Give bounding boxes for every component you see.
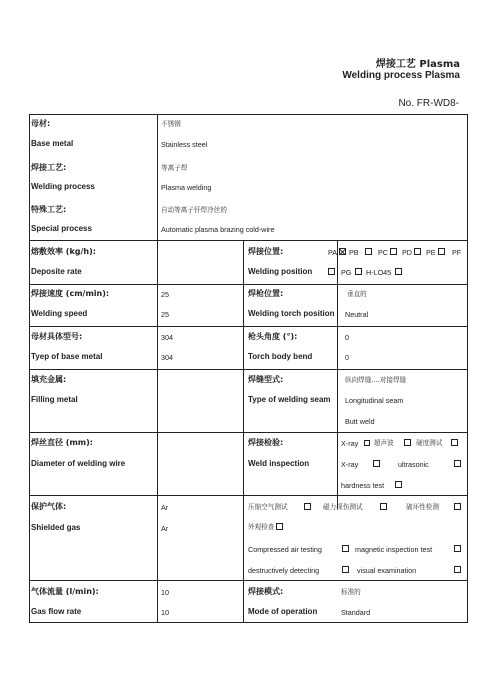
base-metal-value-cn: 不锈钢	[161, 120, 181, 128]
torch-angle-value-2: 0	[345, 353, 349, 362]
wire-diameter-label-en: Diameter of welding wire	[31, 459, 126, 468]
position-option-pc: PC	[378, 248, 388, 257]
gas-flow-label-cn: 气体流量 (l/min):	[31, 587, 99, 596]
inspection-xray-checkbox-top[interactable]	[364, 440, 370, 446]
torch-position-label-cn: 焊枪位置:	[248, 289, 284, 298]
magnetic-test-checkbox[interactable]	[454, 545, 461, 552]
torch-angle-value-1: 0	[345, 333, 349, 342]
inspection-hardness-checkbox-top[interactable]	[451, 439, 458, 446]
inspection-ultrasonic-en: ultrasonic	[398, 460, 429, 469]
position-option-pa: PA	[328, 248, 338, 257]
inspection-ultrasonic-checkbox-top[interactable]	[404, 439, 411, 446]
seam-type-value-en-2: Butt weld	[345, 417, 375, 426]
position-option-h-lo45: H-LO45	[366, 268, 392, 277]
position-pb-checkbox[interactable]	[365, 248, 372, 255]
position-option-pe: PE	[426, 248, 436, 257]
position-pd-checkbox[interactable]	[414, 248, 421, 255]
magnetic-test-cn: 磁力探伤测试	[323, 503, 363, 511]
seam-type-label-en: Type of welding seam	[248, 395, 331, 404]
position-option-pf: PF	[452, 248, 462, 257]
inspection-hardness-en: hardness test	[341, 481, 385, 490]
compressed-air-test-checkbox-cn[interactable]	[304, 503, 311, 510]
seam-type-label-cn: 焊缝型式:	[248, 375, 284, 384]
position-pg-checkbox[interactable]	[328, 268, 335, 275]
base-metal-type-label-en: Tyep of base metal	[31, 352, 103, 361]
welding-process-label-en: Welding process	[31, 182, 95, 191]
inspection-hardness-cn: 硬度测试	[416, 439, 443, 447]
visual-inspection-en: visual examination	[357, 566, 417, 575]
welding-speed-value-1: 25	[161, 290, 169, 299]
magnetic-test-checkbox-cn[interactable]	[380, 503, 387, 510]
base-metal-label-cn: 母材:	[31, 119, 51, 128]
visual-inspection-checkbox[interactable]	[454, 566, 461, 573]
visual-inspection-checkbox-cn[interactable]	[276, 523, 283, 530]
base-metal-label-en: Base metal	[31, 139, 74, 148]
shielded-gas-label-en: Shielded gas	[31, 523, 81, 532]
inspection-ultrasonic-checkbox[interactable]	[454, 460, 461, 467]
weld-inspection-label-en: Weld inspection	[248, 459, 310, 468]
seam-type-value-en-1: Longitudinal seam	[345, 396, 404, 405]
position-pa-checkbox[interactable]	[339, 248, 346, 255]
title-chinese: 焊接工艺 Plasma	[375, 59, 460, 70]
welding-speed-label-cn: 焊接速度 (cm/min):	[31, 289, 110, 298]
welding-process-value-en: Plasma welding	[161, 183, 212, 192]
torch-angle-label-en: Torch body bend	[248, 352, 313, 361]
torch-position-value-cn: 垂直的	[347, 290, 367, 298]
deposite-rate-label-cn: 熔敷效率 (kg/h):	[31, 247, 96, 256]
inspection-ultrasonic-cn: 超声波	[374, 439, 394, 447]
operation-mode-value-cn: 标准的	[341, 588, 361, 596]
operation-mode-value-en: Standard	[341, 608, 371, 617]
welding-process-label-cn: 焊接工艺:	[31, 163, 67, 172]
torch-position-value-en: Neutral	[345, 310, 369, 319]
welding-position-label-cn: 焊接位置:	[248, 247, 284, 256]
position-h-lo45-checkbox[interactable]	[355, 268, 362, 275]
inspection-hardness-checkbox[interactable]	[395, 481, 402, 488]
position-option-pb: PB	[349, 248, 359, 257]
welding-process-value-cn: 等离子焊	[161, 164, 188, 172]
welding-speed-value-2: 25	[161, 310, 169, 319]
deposite-rate-label-en: Deposite rate	[31, 267, 82, 276]
operation-mode-label-en: Mode of operation	[248, 607, 318, 616]
position-option-pd: PD	[402, 248, 412, 257]
gas-flow-value-1: 10	[161, 588, 169, 597]
magnetic-test-en: magnetic inspection test	[355, 545, 433, 554]
destructive-test-en: destructively detecting	[248, 566, 320, 575]
position-pe-checkbox[interactable]	[438, 248, 445, 255]
base-metal-type-label-cn: 母材具体型号:	[31, 332, 83, 341]
shielded-gas-value-1: Ar	[161, 503, 169, 512]
position-pc-checkbox[interactable]	[390, 248, 397, 255]
special-process-value-cn: 自动等离子钎焊冷丝的	[161, 206, 227, 214]
destructive-test-checkbox-cn[interactable]	[454, 503, 461, 510]
destructive-test-checkbox[interactable]	[342, 566, 349, 573]
compressed-air-test-en: Compressed air testing	[248, 545, 322, 554]
inspection-xray-checkbox[interactable]	[373, 460, 380, 467]
special-process-label-en: Special process	[31, 224, 92, 233]
special-process-label-cn: 特殊工艺:	[31, 205, 67, 214]
base-metal-type-value-1: 304	[161, 333, 173, 342]
weld-inspection-label-cn: 焊接检验:	[248, 438, 284, 447]
shielded-gas-label-cn: 保护气体:	[31, 502, 67, 511]
gas-flow-label-en: Gas flow rate	[31, 607, 82, 616]
filling-metal-label-cn: 填充金属:	[31, 375, 67, 384]
document-number: No. FR-WD8-	[398, 98, 459, 109]
welding-position-label-en: Welding position	[248, 267, 313, 276]
gas-flow-value-2: 10	[161, 608, 169, 617]
seam-type-value-cn: 纵向焊缝....对接焊缝	[345, 376, 407, 384]
visual-inspection-cn: 外观检查	[248, 523, 275, 531]
filling-metal-label-en: Filling metal	[31, 395, 78, 404]
title-english: Welding process Plasma	[342, 70, 460, 81]
compressed-air-test-checkbox[interactable]	[342, 545, 349, 552]
inspection-xray-en: X-ray	[341, 460, 359, 469]
base-metal-type-value-2: 304	[161, 353, 173, 362]
wire-diameter-label-cn: 焊丝直径 (mm):	[31, 438, 93, 447]
welding-speed-label-en: Welding speed	[31, 309, 88, 318]
inspection-xray-cn: X-ray	[341, 439, 359, 448]
torch-angle-label-cn: 枪头角度 (°):	[248, 332, 298, 341]
shielded-gas-value-2: Ar	[161, 524, 169, 533]
destructive-test-cn: 破坏性检测	[406, 503, 439, 511]
operation-mode-label-cn: 焊接模式:	[248, 587, 284, 596]
special-process-value-en: Automatic plasma brazing cold-wire	[161, 225, 275, 234]
base-metal-value-en: Stainless steel	[161, 140, 208, 149]
position-option-pg: PG	[341, 268, 352, 277]
compressed-air-test-cn: 压缩空气测试	[248, 503, 288, 511]
position-h-lo45-trailing-checkbox[interactable]	[395, 268, 402, 275]
torch-position-label-en: Welding torch position	[248, 309, 335, 318]
